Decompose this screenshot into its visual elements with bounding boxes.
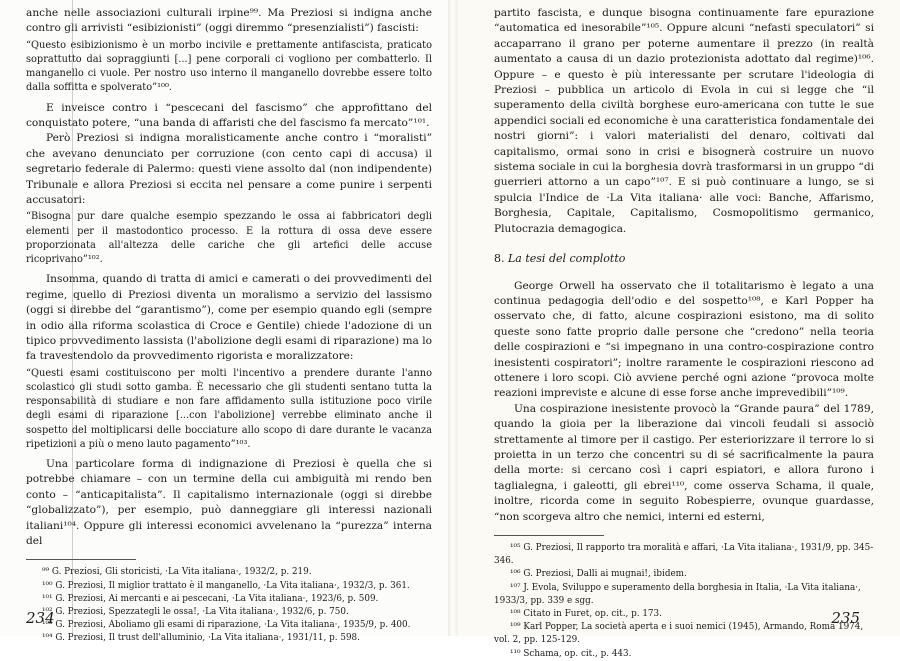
footnote: ¹⁰⁴ G. Preziosi, Il trust dell'alluminio, ·La Vita italiana·, 1931/11, p. 598. <box>42 633 360 644</box>
paragraph: Una particolare forma di indignazione di Preziosi è quella che si potrebbe chiamare – con un termine della cui ambiguità mi rendo ben conto – “anticapitalista”. Il capitalismo internazionale (oggi si direbbe “globalizzato”), per esempio, può danneggiare gli interessi nazionali italiani¹⁰⁴. Oppure gli interessi economici avvelenano la “purezza” interna del <box>26 457 432 547</box>
footnote: ¹⁰¹ G. Preziosi, Ai mercanti e ai pescecani, ·La Vita italiana·, 1923/6, p. 509. <box>42 593 379 604</box>
paragraph: Però Preziosi si indigna moralisticamente anche contro i “moralisti” che avevano denunciato per corruzione (con cento capi di accusa) il segretario federale di Palermo: questi viene assolto dal (non indipendente) Tribunale e allora Preziosi si eccita nel pensare a come punire i serpenti accusatori: <box>26 132 432 207</box>
page-number: 234 <box>26 608 55 627</box>
paragraph: E inveisce contro i “pescecani del fascismo” che approfittano del conquistato potere, “una banda di affaristi che del fascismo fa mercato”¹⁰¹. <box>26 101 432 130</box>
footnote: ¹⁰⁷ J. Evola, Sviluppo e superamento della borghesia in Italia, ·La Vita italiana·, 1933/3, pp. 339 e sgg. <box>494 582 861 606</box>
right-page <box>452 0 900 659</box>
book-gutter <box>448 0 458 636</box>
section-title: La tesi del complotto <box>508 252 626 266</box>
paragraph: Insomma, quando di tratta di amici e camerati o dei provvedimenti del regime, quello di Preziosi diventa un moralismo a servizio del lassismo (oggi si direbbe del “garantismo”), come per esempio quando egli (sempre in odio alla riforma scolastica di Croce e Gentile) chiede l'adozione di un tipico provvedimento lassista (l'abolizione degli esami di riparazione) ma lo fa travestendolo da provvedimento rigorista e moralizzatore: <box>26 273 432 363</box>
footnote: ¹⁰² G. Preziosi, Spezzategli le ossa!, ·La Vita italiana·, 1932/6, p. 750. <box>42 606 349 617</box>
section-number: 8. <box>494 252 505 266</box>
footnote: ¹⁰³ G. Preziosi, Aboliamo gli esami di riparazione, ·La Vita italiana·, 1935/9, p. 400. <box>42 620 411 631</box>
section-heading <box>494 251 874 266</box>
footnote-rule <box>494 535 604 536</box>
footnote-rule <box>26 559 136 560</box>
page-number: 235 <box>831 608 860 627</box>
paragraph: partito fascista, e dunque bisogna continuamente fare epurazione “automatica ed inesorabile”¹⁰⁵. Oppure alcuni “nefasti speculatori” si accaparrano il grano per poterne aumentare il prezzo (in realtà aumentato a causa di un dazio protezionista adottato dal regime)¹⁰⁶. Oppure – e questo è più interessante per scrutare l'ideologia di Preziosi – pubblica un articolo di Evola in cui si legge che “il superamento della civiltà borghese euro-americana con tutte le sue appendici sociali ed economiche è una caratteristica fondamentale dei nostri giorni”: i valori materialisti del denaro, coltivati dal capitalismo, ormai sono in crisi e bisognerà costruire un nuovo sistema sociale in cui la borghesia dovrà trasformarsi in un gruppo “di guerrieri attorno a un capo”¹⁰⁷. E si può continuare a lungo, se si spulcia l'Indice de ·La Vita italiana· alle voci: Banche, Affarismo, Borghesia, Capitale, Capitalismo, Cosmopolitismo germanico, Plutocrazia demagogica. <box>494 7 874 235</box>
footnote: ¹⁰⁶ G. Preziosi, Dalli ai mugnai!, ibidem. <box>510 569 687 580</box>
footnote: ¹⁰⁵ G. Preziosi, Il rapporto tra moralità e affari, ·La Vita italiana·, 1931/9, pp. 345-346. <box>494 543 874 567</box>
footnote: ¹⁰⁰ G. Preziosi, Il miglior trattato è il manganello, ·La Vita italiana·, 1932/3, p. 361. <box>42 580 410 591</box>
paragraph: George Orwell ha osservato che il totalitarismo è legato a una continua pedagogia dell'odio e del sospetto¹⁰⁸, e Karl Popper ha osservato che, di fatto, alcune cospirazioni esistono, ma di solito queste sono fatte proprio dalle persone che “credono” nella teoria delle cospirazioni e “si impegnano in una contro-cospirazione contro inesistenti cospiratori”; inoltre raramente le cospirazioni riescono ad ottenere i loro scopi. Ciò avviene perché ogni azione “provoca molte reazioni impreviste e alcune di esse forse anche imprevedibili”¹⁰⁹. <box>494 279 874 400</box>
block-quote: “Questi esami costituiscono per molti l'incentivo a prendere durante l'anno scolastico gli studi sotto gamba. È necessario che gli studenti sentano tutta la responsabilità di studiare e non fare affidamento sulla istituzione poco virile degli esami di riparazione [...con l'abolizione] verrebbe eliminato anche il sospetto del moltiplicarsi delle bocciature allo scopo di dare durante le vacanza ripetizioni a più o meno lauto pagamento”¹⁰³. <box>26 367 432 450</box>
footnote: ¹¹⁰ Schama, op. cit., p. 443. <box>510 648 632 659</box>
left-page <box>0 0 452 644</box>
block-quote: “Questo esibizionismo è un morbo incivile e prettamente antifascista, praticato soprattutto dai sopraggiunti [...] pene corporali ci vogliono per combatterlo. Il manganello ci vuole. Per nostro uso interno il manganello dovrebbe essere tolto dalla soffitta e spolverato”¹⁰⁰. <box>26 39 432 94</box>
paragraph: Una cospirazione inesistente provocò la “Grande paura” del 1789, quando la gioia per la liberazione dai vincoli feudali si associò strettamente al timore per il castigo. Per esteriorizzare il terrore lo si proietta in un terzo che concentri su di sé sacrificalmente la paura della morte: si cercano così i capri espiatori, e allora furono i taglialegna, i galeotti, gli ebrei¹¹⁰, come osserva Schama, il quale, inoltre, ricorda come in seguito Robespierre, ovunque guardasse, “non scorgeva altro che nemici, interni ed esterni, <box>494 402 874 523</box>
footnote: ¹⁰⁹ Karl Popper, La società aperta e i suoi nemici (1945), Armando, Roma 1974, vol. 2, pp. 125-129. <box>494 622 864 646</box>
footnote: ⁹⁹ G. Preziosi, Gli storicisti, ·La Vita italiana·, 1932/2, p. 219. <box>42 567 312 578</box>
block-quote: “Bisogna pur dare qualche esempio spezzando le ossa ai fabbricatori degli elementi per il mastodontico processo. E la rottura di ossa deve essere proporzionata all'altezza delle cariche che gli artefici delle accuse ricoprivano”¹⁰². <box>26 211 432 266</box>
footnote: ¹⁰⁸ Citato in Furet, op. cit., p. 173. <box>510 609 662 620</box>
paragraph: anche nelle associazioni culturali irpine⁹⁹. Ma Preziosi si indigna anche contro gli arrivisti “esibizionisti” (oggi diremmo “presenzialisti”) fascisti: <box>26 7 432 35</box>
scan-shadow-line <box>72 0 73 636</box>
